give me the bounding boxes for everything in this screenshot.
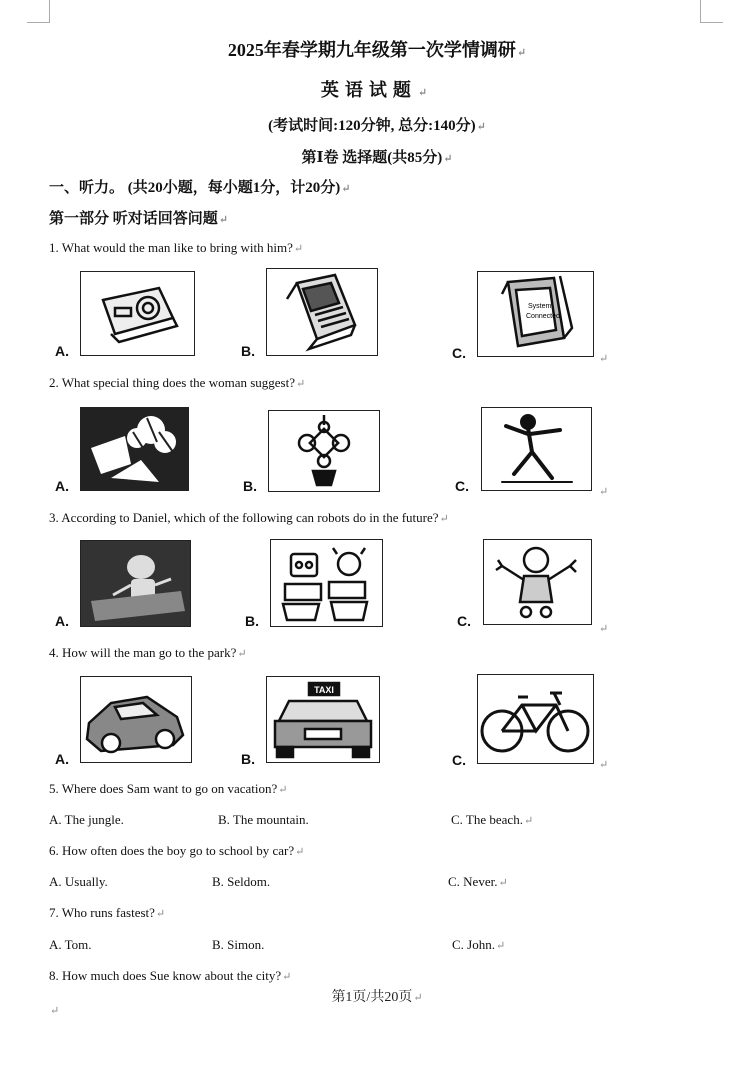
question-2: 2. What special thing does the woman suggest?↵: [49, 375, 306, 390]
question-8: 8. How much does Sue know about the city?↵: [49, 968, 292, 983]
question-1: 1. What would the man like to bring with him?↵: [49, 240, 304, 255]
chinese-knot-icon: [268, 410, 380, 492]
option-c: C. Never.↵: [448, 874, 508, 889]
option-b: B. The mountain.: [218, 812, 309, 827]
subject-title: 英语试题↵: [320, 80, 434, 100]
corner-mark-left: [27, 0, 50, 23]
question-5: 5. Where does Sam want to go on vacation?↵: [49, 781, 288, 796]
option-label: B.: [241, 343, 255, 359]
svg-text:Connected: Connected: [526, 313, 560, 320]
option-b: B. Seldom.: [212, 874, 271, 889]
tablet-icon: [477, 271, 594, 357]
corner-mark-right: [700, 0, 723, 23]
listening-heading: 一、听力。 (共20小题，每小题1分，计20分)↵: [49, 180, 351, 196]
exam-title: 2025年春学期九年级第一次学情调研↵: [227, 40, 527, 60]
camera-icon: [80, 271, 195, 356]
paragraph-mark: ↵: [599, 623, 609, 635]
option-label: B.: [243, 478, 257, 494]
question-3: 3. According to Daniel, which of the following can robots do in the future?↵: [49, 510, 449, 525]
kung-fu-icon: [481, 407, 592, 491]
option-label: C.: [452, 345, 466, 361]
option-label: C.: [457, 613, 471, 629]
option-label: C.: [452, 752, 466, 768]
option-a: A. Usually.: [49, 874, 108, 889]
mobile-phone-icon: [266, 268, 378, 356]
option-c: C. John.↵: [452, 937, 506, 952]
part1-heading: 第一部分 听对话回答问题↵: [49, 211, 228, 227]
option-a: A. Tom.: [49, 937, 92, 952]
paper-cutting-icon: [80, 407, 189, 491]
option-label: A.: [55, 478, 69, 494]
taxi-icon: [266, 676, 380, 763]
paragraph-mark: ↵: [599, 486, 609, 498]
option-b: B. Simon.: [212, 937, 265, 952]
question-4: 4. How will the man go to the park?↵: [49, 645, 247, 660]
robot-study-icon: [270, 539, 383, 627]
option-label: A.: [55, 751, 69, 767]
svg-text:System: System: [528, 303, 552, 310]
option-label: A.: [55, 343, 69, 359]
option-c: C. The beach.↵: [451, 812, 534, 827]
bicycle-icon: [477, 674, 594, 764]
volume-title: 第Ⅰ卷 选择题(共85分)↵: [301, 150, 453, 166]
paragraph-mark: ↵: [50, 1005, 60, 1017]
page-footer: 第1页/共20页↵: [331, 990, 423, 1005]
option-label: C.: [455, 478, 469, 494]
paragraph-mark: ↵: [599, 353, 609, 365]
robot-dance-icon: [483, 539, 592, 625]
taxi-sign-text: TAXI: [314, 685, 334, 695]
question-6: 6. How often does the boy go to school by car?↵: [49, 843, 305, 858]
question-7: 7. Who runs fastest?↵: [49, 905, 166, 920]
paragraph-mark: ↵: [599, 759, 609, 771]
option-label: B.: [241, 751, 255, 767]
exam-info: (考试时间:120分钟, 总分:140分)↵: [268, 118, 486, 134]
robot-housework-icon: [80, 540, 191, 627]
option-a: A. The jungle.: [49, 812, 124, 827]
option-label: B.: [245, 613, 259, 629]
option-label: A.: [55, 613, 69, 629]
car-icon: [80, 676, 192, 763]
